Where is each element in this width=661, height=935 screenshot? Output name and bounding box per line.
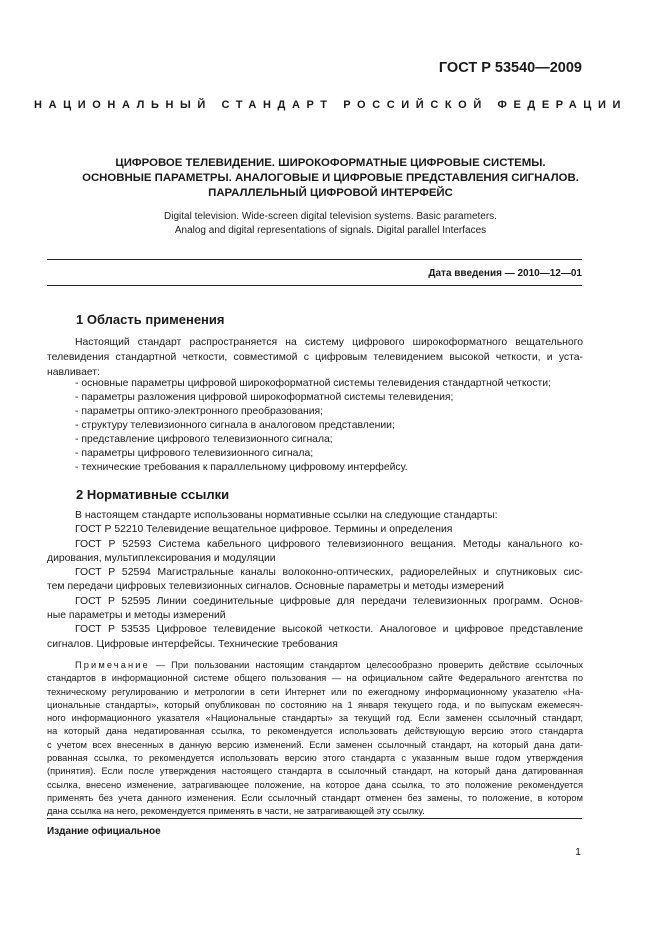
note-line: циональные стандарты», который опубликован по состоянию на 1 января текущего года, и по выпускам ежемесяч- [47,699,583,710]
official-edition-label: Издание официальное [47,826,161,837]
list-item: - структуру телевизионного сигнала в аналоговом представлении; [75,420,395,431]
normative-references [47,509,583,652]
note-line: дана ссылка на него, рекомендуется применять в части, не затрагивающей эту ссылку. [47,806,425,817]
national-standard-heading: НАЦИОНАЛЬНЫЙ СТАНДАРТ РОССИЙСКОЙ ФЕДЕРАЦИИ [34,99,627,111]
english-title [60,210,601,237]
reference-line: ГОСТ Р 52595 Линии соединительные цифровые для передачи телевизионных программ. Основ- [75,595,583,607]
paragraph-line: навливает: [47,367,100,378]
standard-number: ГОСТ Р 53540—2009 [438,60,582,76]
list-item: - параметры оптико-электронного преобразования; [75,406,324,417]
note-line: рованная ссылка, то рекомендуется использовать версию этого стандарта с указанным выше годом утверждения [47,753,583,764]
list-item: - представление цифрового телевизионного сигнала; [75,434,333,445]
note-line: техническому регулированию и метрологии в сети Интернет или по ежегодному информационному указателю «На- [47,686,583,697]
reference-line: В настоящем стандарте использованы нормативные ссылки на следующие стандарты: [75,510,498,521]
section-1-intro [47,335,583,380]
header-divider [47,259,582,260]
scope-list [75,377,585,475]
reference-line: ГОСТ Р 53535 Цифровое телевидение высокой четкости. Аналоговое и цифровое представление [75,624,583,636]
reference-line: сигналов. Цифровые интерфейсы. Технические требования [47,638,338,650]
list-item: - параметры разложения цифровой широкоформатной системы телевидения; [75,392,454,403]
note-first-line [47,659,583,672]
page-number: 1 [575,846,581,858]
footer-divider [47,818,582,819]
list-item: - параметры цифрового телевизионного сигнала; [75,448,314,459]
note-line: ссылка, внесено изменение, затрагивающее положение, на которое дана ссылка, то это положение рекомендуется [47,779,583,790]
note-block [47,659,583,819]
reference-line: ГОСТ Р 52210 Телевидение вещательное цифровое. Термины и определения [75,524,453,536]
note-line: (принятия). Если после утверждения настоящего стандарта в ссылочный стандарт, на который дана датированная [47,766,583,777]
section-1-heading: 1 Область применения [76,312,225,327]
document-title [60,156,601,201]
list-item: - основные параметры цифровой широкоформатной системы телевидения стандартной четкости; [75,378,551,389]
reference-line: тем передачи цифровых телевизионных сигналов. Основные параметры и методы измерений [47,581,504,593]
date-divider [47,285,582,286]
list-item: - технические требования к параллельному цифровому интерфейсу. [75,462,408,473]
title-line: ПАРАЛЛЕЛЬНЫЙ ЦИФРОВОЙ ИНТЕРФЕЙС [208,187,453,199]
paragraph-line: Настоящий стандарт распространяется на систему цифрового широкоформатного вещательного [75,337,583,348]
note-line: применять без учета данного изменения. Если ссылочный стандарт отменен без замены, то положение, в котором [47,792,583,803]
note-label: Примечание [75,660,150,670]
reference-line: ные параметры и методы измерений [47,610,226,622]
reference-line: дирования, мультиплексирования и модуляции [47,552,276,564]
reference-line: ГОСТ Р 52593 Система кабельного цифрового телевизионного вещания. Методы канального ко- [75,538,583,550]
note-line: на который дана недатированная ссылка, то рекомендуется использовать действующую версию этого стандарта [47,726,583,737]
note-line: ного информационного указателя «Национальные стандарты» за текущий год. Если заменен ссылочный стандарт, [47,713,583,724]
english-title-line: Analog and digital representations of signals. Digital parallel Interfaces [174,224,487,236]
paragraph-line: телевидения стандартной четкости, совместимой с цифровым телевидением высокой четкости, и уста- [47,352,583,363]
section-2-heading: 2 Нормативные ссылки [76,487,230,502]
reference-line: ГОСТ Р 52594 Магистральные каналы волоконно-оптических, радиорелейных и спутниковых сис- [75,567,583,579]
note-line: с учетом всех внесенных в данную версию изменений. Если заменен ссылочный стандарт, на который дана дати- [47,739,583,750]
english-title-line: Digital television. Wide-screen digital television systems. Basic parameters. [164,211,497,222]
title-line: ЦИФРОВОЕ ТЕЛЕВИДЕНИЕ. ШИРОКОФОРМАТНЫЕ ЦИФРОВЫЕ СИСТЕМЫ. [115,157,546,169]
note-text: — При пользовании настоящим стандартом целесообразно проверить действие ссылочных [149,660,583,670]
title-line: ОСНОВНЫЕ ПАРАМЕТРЫ. АНАЛОГОВЫЕ И ЦИФРОВЫЕ ПРЕДСТАВЛЕНИЯ СИГНАЛОВ. [82,172,579,184]
introduction-date: Дата введения — 2010—12—01 [428,268,582,279]
note-line: стандартов в информационной системе общего пользования — на официальном сайте Федерального агентства по [47,673,583,684]
